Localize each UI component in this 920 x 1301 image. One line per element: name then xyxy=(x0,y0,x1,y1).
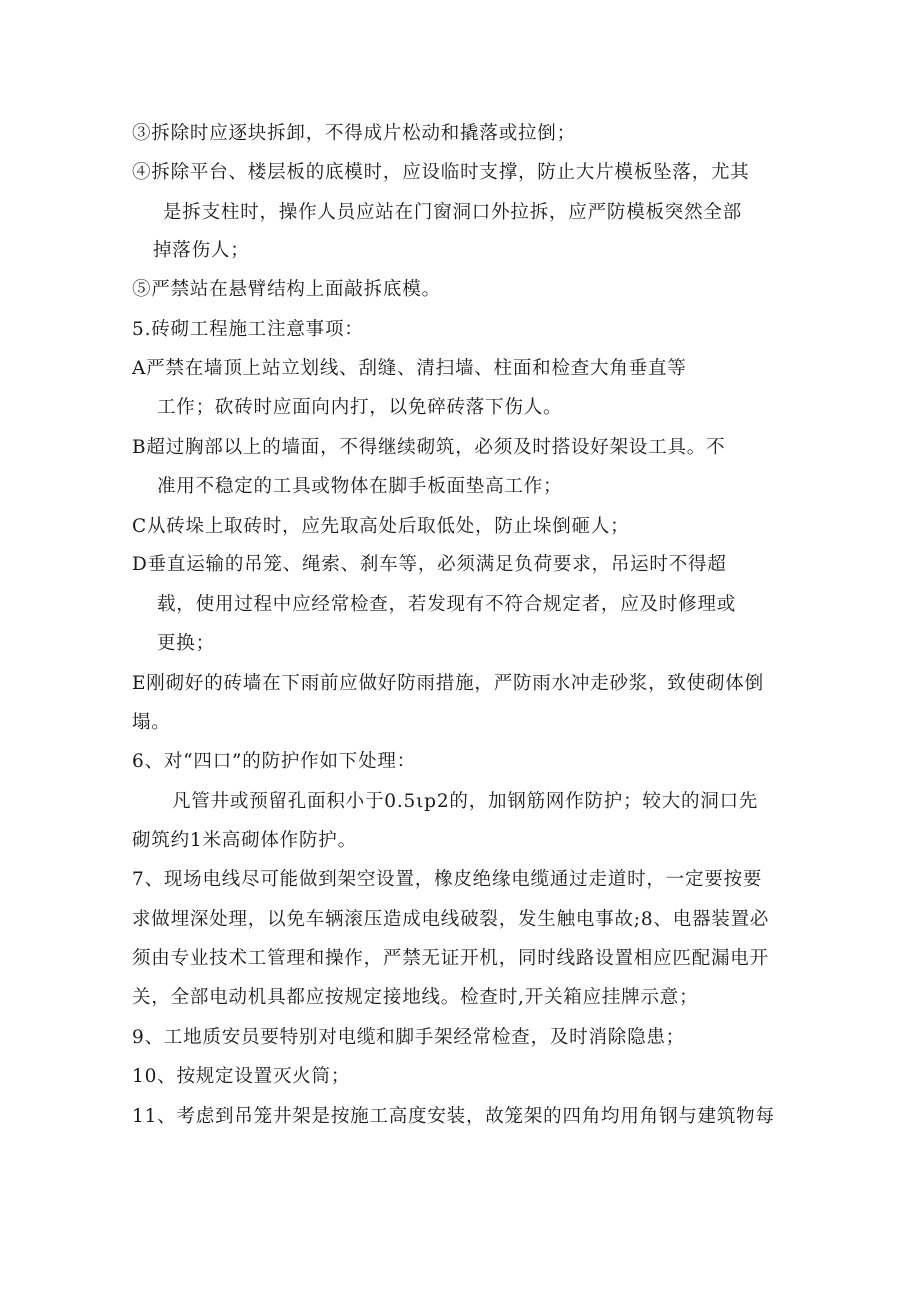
text-line: 是拆支柱时，操作人员应站在门窗洞口外拉拆，应严防模板突然全部 xyxy=(163,202,743,223)
section-heading: 5.砖砌工程施工注意事项： xyxy=(132,319,364,340)
text-line: 更换； xyxy=(157,633,215,654)
text-line: 砌筑约1米高砌体作防护。 xyxy=(132,830,357,851)
text-line: 载，使用过程中应经常检查，若发现有不符合规定者，应及时修理或 xyxy=(157,594,737,615)
text-line: 11、考虑到吊笼井架是按施工高度安装，故笼架的四角均用角钢与建筑物每 xyxy=(132,1106,775,1127)
text-line: B超过胸部以上的墙面，不得继续砌筑，必须及时搭设好架设工具。不 xyxy=(132,437,726,458)
text-line: 关，全部电动机具都应按规定接地线。检查时,开关箱应挂牌示意； xyxy=(132,987,699,1008)
text-line: 9、工地质安员要特别对电缆和脚手架经常检查，及时消除隐患； xyxy=(132,1027,685,1048)
section-heading: 6、对“四口”的防护作如下处理： xyxy=(132,751,416,772)
text-line: ③拆除时应逐块拆卸，不得成片松动和撬落或拉倒； xyxy=(132,123,576,144)
text-line: 掉落伤人； xyxy=(153,240,250,261)
text-line: D垂直运输的吊笼、绳索、刹车等，必须满足负荷要求，吊运时不得超 xyxy=(132,554,727,575)
text-line: ⑤严禁站在悬臂结构上面敲拆底模。 xyxy=(132,279,441,300)
text-line: 工作；砍砖时应面向内打，以免碎砖落下伤人。 xyxy=(157,397,563,418)
text-line: E刚砌好的砖墙在下雨前应做好防雨措施，严防雨水冲走砂浆，致使砌体倒 xyxy=(132,673,764,694)
text-line: C从砖垛上取砖时，应先取高处后取低处，防止垛倒砸人； xyxy=(132,516,630,537)
text-line: 7、现场电线尽可能做到架空设置，橡皮绝缘电缆通过走道时，一定要按要 xyxy=(132,869,763,890)
text-line: A严禁在墙顶上站立划线、刮缝、清扫墙、柱面和检查大角垂直等 xyxy=(132,358,687,379)
text-line: 凡管井或预留孔面积小于0.5ιp2的，加钢筋网作防护；较大的洞口先 xyxy=(172,791,759,812)
text-line: 10、按规定设置灭火筒； xyxy=(132,1066,351,1087)
text-line: ④拆除平台、楼层板的底模时，应设临时支撑，防止大片模板坠落，尤其 xyxy=(132,162,750,183)
text-line: 塌。 xyxy=(132,712,171,733)
text-line: 准用不稳定的工具或物体在脚手板面垫高工作； xyxy=(157,476,563,497)
text-line: 须由专业技术工管理和操作，严禁无证开机，同时线路设置相应匹配漏电开 xyxy=(132,948,769,969)
text-line: 求做埋深处理，以免车辆滚压造成电线破裂，发生触电事故;8、电器装置必 xyxy=(132,909,770,930)
